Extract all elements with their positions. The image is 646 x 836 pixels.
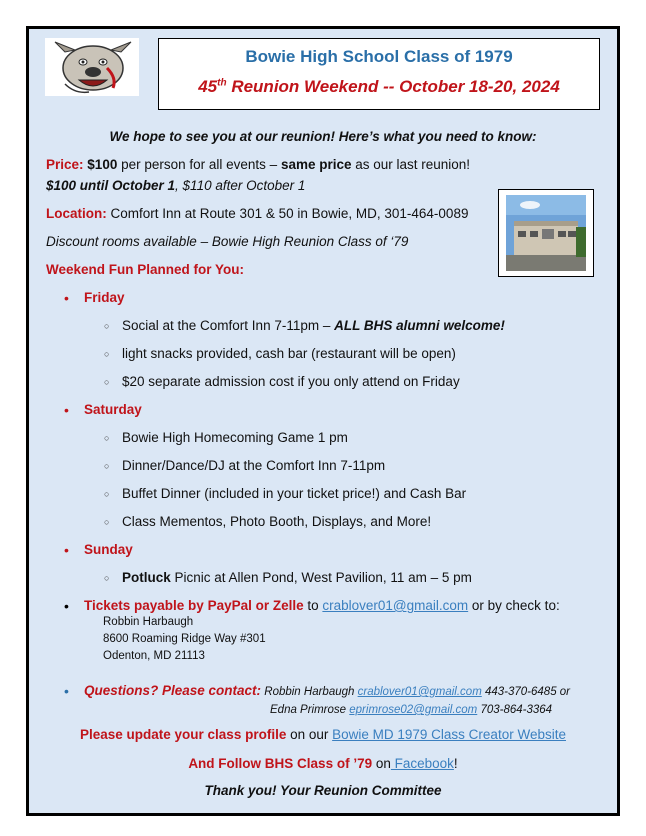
price-text-end: as our last reunion!: [351, 157, 471, 172]
update-on-our: on our: [286, 727, 333, 742]
location-line: [46, 206, 468, 221]
follow-text: And Follow BHS Class of ’79: [188, 756, 373, 771]
tickets-to: to: [303, 598, 323, 613]
sub-bullet: ○: [104, 433, 110, 443]
tickets-label: Tickets payable by PayPal or Zelle: [84, 598, 304, 613]
location-label: Location:: [46, 206, 107, 221]
questions-line-2: [270, 701, 552, 716]
tickets-rest: or by check to:: [468, 598, 560, 613]
price-text: per person for all events –: [117, 157, 281, 172]
sunday-item-text: Picnic at Allen Pond, West Pavilion, 11 am – 5 pm: [170, 570, 472, 585]
friday-item-1-text: Social at the Comfort Inn 7-11pm –: [122, 318, 335, 333]
follow-on: on: [372, 756, 391, 771]
price-after: , $110 after October 1: [175, 178, 306, 193]
subtitle-text: Reunion Weekend -- October 18-20, 2024: [226, 77, 560, 96]
saturday-item-1: Bowie High Homecoming Game 1 pm: [122, 430, 348, 445]
contact-phone-2: 703-864-3364: [477, 704, 553, 716]
price-deadline: [46, 178, 305, 193]
friday-item-2: light snacks provided, cash bar (restaurant will be open): [122, 346, 456, 361]
price-line: [46, 157, 470, 172]
sub-bullet: ○: [104, 349, 110, 359]
friday-item-1: [122, 318, 505, 333]
address-city: Odenton, MD 21113: [103, 650, 205, 662]
tickets-email-link[interactable]: crablover01@gmail.com: [322, 598, 469, 613]
subtitle-ordinal: th: [217, 77, 227, 89]
hotel-photo-image: [500, 191, 592, 275]
follow-end: !: [453, 756, 458, 771]
price-amount: $100: [87, 157, 118, 172]
bulldog-logo: [45, 38, 139, 96]
contact-name-2: Edna Primrose: [270, 704, 350, 716]
intro-text: We hope to see you at our reunion! Here’s what you need to know:: [109, 129, 537, 144]
sunday-heading: Sunday: [84, 542, 133, 557]
alumni-welcome-text: ALL BHS alumni welcome!: [334, 318, 505, 333]
discount-text: Discount rooms available – Bowie High Reunion Class of ‘79: [46, 234, 409, 249]
questions-label: Questions? Please contact:: [84, 683, 262, 698]
thanks-text: Thank you! Your Reunion Committee: [204, 783, 442, 798]
saturday-heading: Saturday: [84, 402, 142, 417]
weekend-fun-heading: Weekend Fun Planned for You:: [46, 262, 245, 277]
saturday-item-4: Class Mementos, Photo Booth, Displays, and More!: [122, 514, 432, 529]
saturday-bullet: •: [64, 402, 69, 418]
questions-line: [84, 683, 570, 698]
hotel-photo: [498, 189, 594, 277]
friday-heading: Friday: [84, 290, 125, 305]
contact-name-1: Robbin Harbaugh: [261, 686, 358, 698]
address-name: Robbin Harbaugh: [103, 616, 194, 628]
title-box: [158, 38, 600, 110]
sub-bullet: ○: [104, 321, 110, 331]
update-text: Please update your class profile: [80, 727, 287, 742]
sub-bullet: ○: [104, 489, 110, 499]
location-text: Comfort Inn at Route 301 & 50 in Bowie, MD, 301-464-0089: [106, 206, 469, 221]
follow-line: [0, 756, 646, 771]
sub-bullet: ○: [104, 573, 110, 583]
page-title: Bowie High School Class of 1979: [245, 47, 513, 66]
potluck-text: Potluck: [122, 570, 171, 585]
price-label: Price:: [46, 157, 84, 172]
update-line: [0, 727, 646, 742]
contact-email-1-link[interactable]: crablover01@gmail.com: [357, 686, 482, 698]
sunday-item: [122, 570, 472, 585]
subtitle-number: 45: [198, 77, 218, 96]
facebook-link[interactable]: Facebook: [390, 756, 454, 771]
friday-item-3: $20 separate admission cost if you only attend on Friday: [122, 374, 460, 389]
price-until: $100 until October 1: [46, 178, 176, 193]
reunion-subtitle: [159, 77, 599, 97]
saturday-item-3: Buffet Dinner (included in your ticket price!) and Cash Bar: [122, 486, 467, 501]
sub-bullet: ○: [104, 461, 110, 471]
friday-bullet: •: [64, 290, 69, 306]
same-price-text: same price: [280, 157, 352, 172]
questions-bullet: •: [64, 683, 69, 699]
contact-phone-1: 443-370-6485 or: [481, 686, 571, 698]
sub-bullet: ○: [104, 377, 110, 387]
tickets-line: [84, 598, 560, 613]
sub-bullet: ○: [104, 517, 110, 527]
sunday-bullet: •: [64, 542, 69, 558]
tickets-bullet: •: [64, 598, 69, 614]
contact-email-2-link[interactable]: eprimrose02@gmail.com: [349, 704, 478, 716]
class-creator-link[interactable]: Bowie MD 1979 Class Creator Website: [332, 727, 566, 742]
saturday-item-2: Dinner/Dance/DJ at the Comfort Inn 7-11pm: [122, 458, 386, 473]
address-street: 8600 Roaming Ridge Way #301: [103, 633, 266, 645]
